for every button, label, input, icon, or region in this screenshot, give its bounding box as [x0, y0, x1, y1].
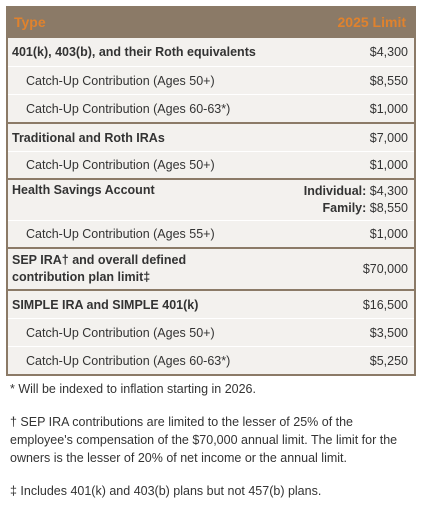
row-value: $16,500 [362, 297, 408, 312]
limit-column-header: 2025 Limit [337, 14, 406, 30]
row-title: Health Savings Account [12, 183, 155, 197]
family-value: $8,550 [369, 201, 408, 215]
table-row [8, 346, 414, 374]
group-401k [8, 36, 414, 122]
row-value: $1,000 [369, 158, 408, 172]
row-label: Catch-Up Contribution (Ages 50+) [26, 325, 215, 340]
group-hsa [8, 178, 414, 247]
table-row [8, 124, 414, 151]
row-title: Traditional and Roth IRAs [12, 130, 165, 145]
table-row [8, 38, 414, 66]
individual-limit [304, 183, 408, 200]
row-value: $70,000 [362, 262, 408, 276]
row-value-split [304, 183, 408, 217]
row-label: Catch-Up Contribution (Ages 55+) [26, 227, 215, 241]
table-row [8, 291, 414, 318]
individual-label: Individual: [303, 184, 367, 198]
row-label: Catch-Up Contribution (Ages 50+) [26, 158, 215, 172]
table-header [8, 8, 414, 36]
footnotes [10, 380, 410, 515]
row-value: $3,500 [369, 325, 408, 340]
row-title [12, 252, 186, 286]
table-row [8, 151, 414, 178]
table-row [8, 94, 414, 122]
type-column-header: Type [14, 14, 46, 30]
row-value: $5,250 [369, 353, 408, 368]
row-label: Catch-Up Contribution (Ages 60-63*) [26, 101, 231, 116]
table-row [8, 249, 414, 289]
family-limit [304, 200, 408, 217]
group-sep-ira [8, 247, 414, 289]
row-value: $1,000 [369, 101, 408, 116]
individual-value: $4,300 [369, 184, 408, 198]
group-simple [8, 289, 414, 374]
footnote-asterisk: * Will be indexed to inflation starting in 2026. [10, 382, 256, 396]
footnote-double-dagger: ‡ Includes 401(k) and 403(b) plans but not 457(b) plans. [10, 484, 322, 498]
group-iras [8, 122, 414, 178]
table-row [8, 66, 414, 94]
row-label: Catch-Up Contribution (Ages 60-63*) [26, 353, 231, 368]
table-row [8, 220, 414, 247]
contribution-limits-table [6, 6, 416, 376]
row-value: $1,000 [369, 227, 408, 241]
row-title: SIMPLE IRA and SIMPLE 401(k) [12, 297, 199, 312]
row-value: $8,550 [369, 73, 408, 88]
row-title-line2: contribution plan limit‡ [12, 270, 151, 284]
table-row [8, 318, 414, 346]
table-row [8, 180, 414, 220]
row-label: Catch-Up Contribution (Ages 50+) [26, 73, 215, 88]
row-value: $7,000 [369, 130, 408, 145]
row-title: 401(k), 403(b), and their Roth equivalents [12, 45, 256, 59]
row-title-line1: SEP IRA† and overall defined [12, 253, 187, 267]
row-value: $4,300 [369, 45, 408, 59]
footnote-dagger: † SEP IRA contributions are limited to the lesser of 25% of the employee's compensation of the $70,000 annual limit. The limit for the owners is the lesser of 20% of net income or the annual limit. [10, 415, 398, 465]
family-label: Family: [322, 201, 367, 215]
